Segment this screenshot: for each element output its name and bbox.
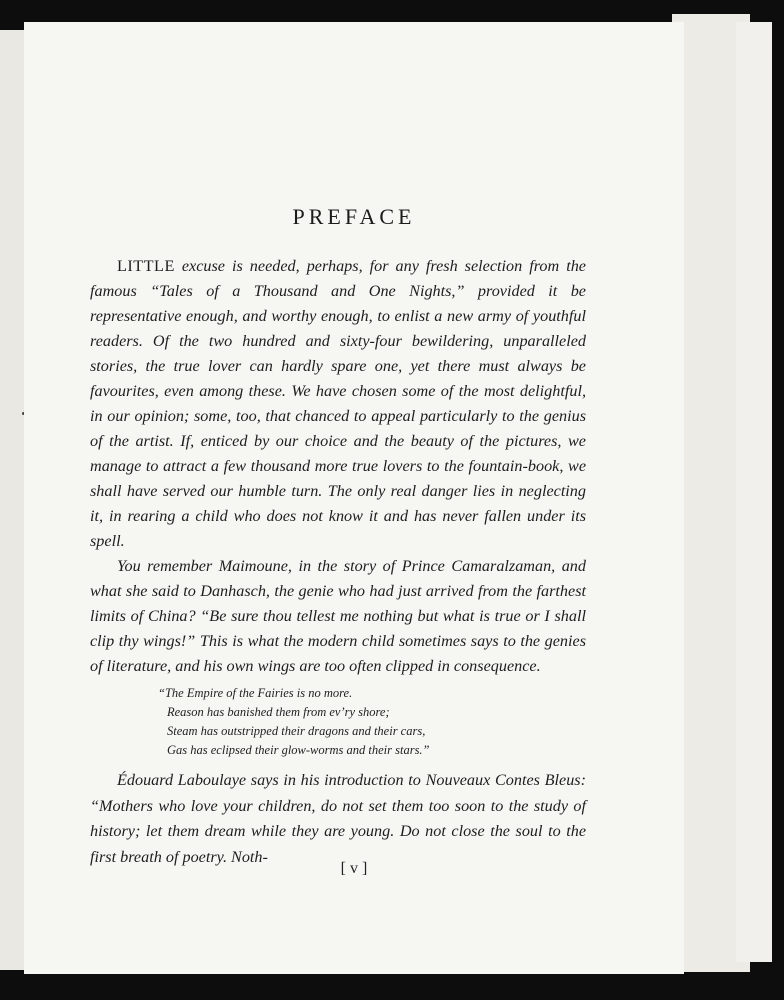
verse-line: Gas has eclipsed their glow-worms and their stars.” xyxy=(167,743,430,757)
verse-line: Steam has outstripped their dragons and their cars, xyxy=(167,724,426,738)
verse-line: “The Empire of the Fairies is no more. xyxy=(158,686,353,700)
preface-body xyxy=(90,254,586,679)
book-page xyxy=(24,22,684,974)
facing-page-edge xyxy=(0,30,26,970)
preface-body-continued xyxy=(90,768,586,870)
page-number: [ v ] xyxy=(340,860,368,877)
quoted-verse xyxy=(158,684,578,760)
paragraph-1-text: excuse is needed, perhaps, for any fresh selection from the famous “Tales of a Thousand and One Nights,” provided it be representative enough, and worthy enough, to enlist a new army of youthful readers. Of the two hundred and sixty-four bewildering, unparalleled stories, the true lover can hardly spare one, yet there must always be favourites, even among these. We have chosen some of the most delightful, in our opinion; some, too, that chanced to appeal particularly to the genius of the artist. If, enticed by our choice and the beauty of the pictures, we manage to attract a few thousand more true lovers to the fountain-book, we shall have served our humble turn. The only real danger lies in neglecting it, in rearing a child who does not know it and has never fallen under its spell. xyxy=(90,257,586,550)
underlying-page-edge-2 xyxy=(736,22,772,962)
lead-word: LITTLE xyxy=(117,257,175,275)
page-title: PREFACE xyxy=(292,204,416,229)
paragraph-2: You remember Maimoune, in the story of Prince Camaralzaman, and what she said to Danhasch, the genie who had just arrived from the farthest limits of China? “Be sure thou tellest me nothing but what is true or I shall clip thy wings!” This is what the modern child sometimes says to the genies of literature, and his own wings are too often clipped in consequence. xyxy=(90,557,586,675)
verse-line: Reason has banished them from ev’ry shore; xyxy=(167,705,390,719)
paragraph-1 xyxy=(90,254,586,554)
paragraph-3: Édouard Laboulaye says in his introduction to Nouveaux Contes Bleus: “Mothers who love your children, do not set them too soon to the study of history; let them dream while they are young. Do not close the soul to the first breath of poetry. Noth- xyxy=(90,771,586,866)
